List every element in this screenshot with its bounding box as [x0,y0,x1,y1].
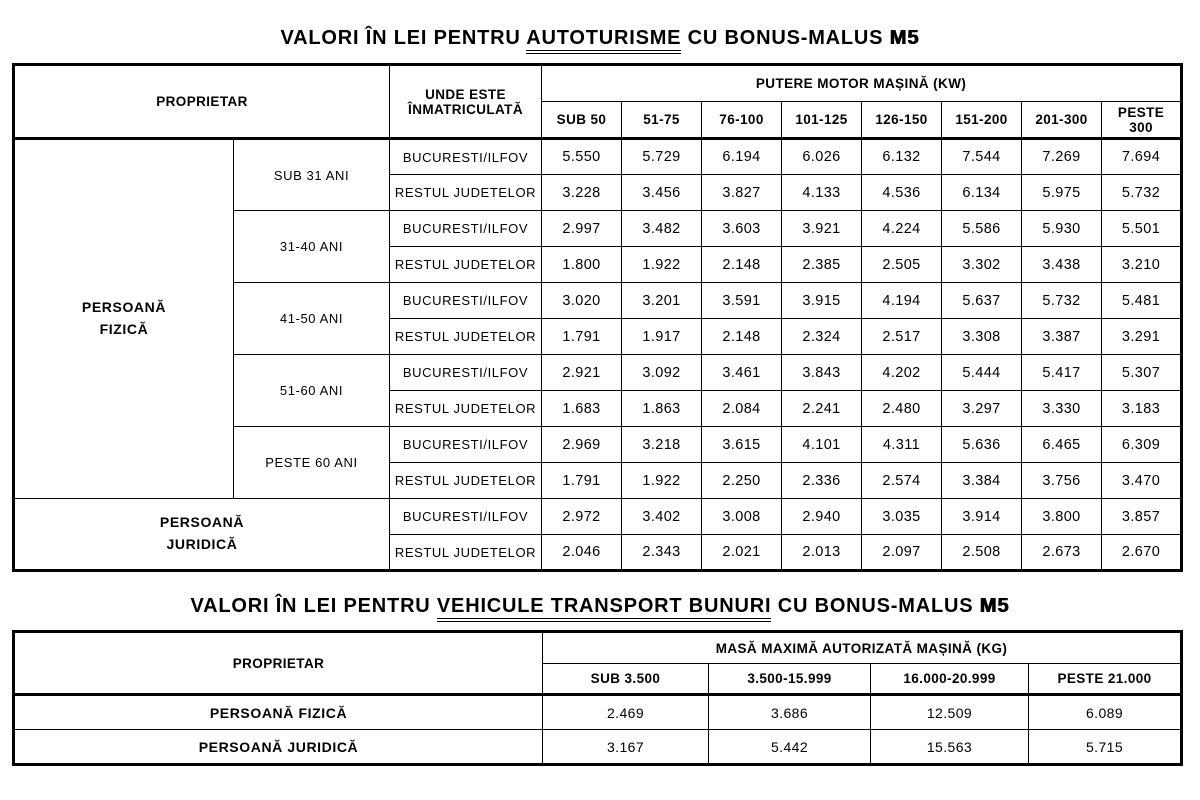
where-label: BUCURESTI/ILFOV [390,499,542,535]
value-cell: 7.269 [1022,139,1102,175]
value-cell: 3.387 [1022,319,1102,355]
kw-column-header: PESTE 300 [1102,102,1182,139]
value-cell: 3.756 [1022,463,1102,499]
value-cell: 3.384 [942,463,1022,499]
value-cell: 5.307 [1102,355,1182,391]
value-cell: 4.101 [782,427,862,463]
value-cell: 5.501 [1102,211,1182,247]
value-cell: 4.133 [782,175,862,211]
value-cell: 6.309 [1102,427,1182,463]
value-cell: 3.330 [1022,391,1102,427]
value-cell: 1.791 [542,463,622,499]
header-unde-line-1: UNDE ESTE [425,86,506,102]
value-cell: 2.574 [862,463,942,499]
title-middle: CU BONUS-MALUS [771,595,980,617]
value-cell: 6.465 [1022,427,1102,463]
owner-persoana-fizica: PERSOANĂ FIZICĂ [14,695,543,730]
value-cell: 2.013 [782,535,862,571]
value-cell: 2.385 [782,247,862,283]
header-unde-este-inmatriculata [390,65,542,139]
title-prefix: VALORI ÎN LEI PENTRU [190,595,437,617]
value-cell: 4.311 [862,427,942,463]
value-cell: 2.480 [862,391,942,427]
value-cell: 2.250 [702,463,782,499]
value-cell: 3.228 [542,175,622,211]
value-cell: 2.997 [542,211,622,247]
kw-column-header: SUB 50 [542,102,622,139]
kg-column-header: SUB 3.500 [543,664,709,695]
where-label: BUCURESTI/ILFOV [390,427,542,463]
kw-column-header: 101-125 [782,102,862,139]
age-group-label: SUB 31 ANI [234,139,390,211]
value-cell: 3.686 [709,695,871,730]
owner-persoana-fizica: PERSOANĂ FIZICĂ [14,139,234,499]
value-cell: 3.020 [542,283,622,319]
owner-persoana-juridica: PERSOANĂ JURIDICĂ [14,499,390,571]
value-cell: 3.210 [1102,247,1182,283]
value-cell: 1.917 [622,319,702,355]
page-title-transport-bunuri [0,572,1200,618]
table-transport-bunuri [12,630,1183,766]
header-putere-motor: PUTERE MOTOR MAȘINĂ (KW) [542,65,1182,102]
value-cell: 2.670 [1102,535,1182,571]
table-row [14,499,1182,535]
value-cell: 1.683 [542,391,622,427]
value-cell: 1.791 [542,319,622,355]
value-cell: 6.026 [782,139,862,175]
value-cell: 5.586 [942,211,1022,247]
value-cell: 3.461 [702,355,782,391]
value-cell: 2.336 [782,463,862,499]
value-cell: 12.509 [871,695,1029,730]
value-cell: 3.218 [622,427,702,463]
value-cell: 3.297 [942,391,1022,427]
value-cell: 2.046 [542,535,622,571]
page-title-autoturisme [0,0,1200,50]
value-cell: 5.417 [1022,355,1102,391]
header-masa-maxima: MASĂ MAXIMĂ AUTORIZATĂ MAȘINĂ (KG) [543,632,1182,664]
value-cell: 2.505 [862,247,942,283]
value-cell: 5.930 [1022,211,1102,247]
value-cell: 2.508 [942,535,1022,571]
value-cell: 5.636 [942,427,1022,463]
value-cell: 1.800 [542,247,622,283]
value-cell: 3.914 [942,499,1022,535]
value-cell: 2.097 [862,535,942,571]
value-cell: 5.444 [942,355,1022,391]
value-cell: 5.442 [709,730,871,765]
value-cell: 3.800 [1022,499,1102,535]
value-cell: 4.202 [862,355,942,391]
kw-column-header: 201-300 [1022,102,1102,139]
value-cell: 3.183 [1102,391,1182,427]
value-cell: 5.975 [1022,175,1102,211]
kg-column-header: PESTE 21.000 [1029,664,1182,695]
where-label: RESTUL JUDETELOR [390,247,542,283]
title-bonus-malus-code: M5 [889,27,920,49]
value-cell: 2.969 [542,427,622,463]
value-cell: 3.302 [942,247,1022,283]
age-group-label: 31-40 ANI [234,211,390,283]
value-cell: 6.134 [942,175,1022,211]
kw-column-header: 51-75 [622,102,702,139]
value-cell: 3.843 [782,355,862,391]
value-cell: 3.438 [1022,247,1102,283]
value-cell: 2.469 [543,695,709,730]
title-prefix: VALORI ÎN LEI PENTRU [280,27,527,49]
value-cell: 1.922 [622,247,702,283]
title-bonus-malus-code: M5 [979,595,1010,617]
value-cell: 3.092 [622,355,702,391]
table-row [14,139,1182,175]
table-row [14,730,1182,765]
where-label: BUCURESTI/ILFOV [390,283,542,319]
owner-persoana-juridica: PERSOANĂ JURIDICĂ [14,730,543,765]
value-cell: 4.194 [862,283,942,319]
value-cell: 2.972 [542,499,622,535]
where-label: RESTUL JUDETELOR [390,463,542,499]
where-label: RESTUL JUDETELOR [390,535,542,571]
value-cell: 5.729 [622,139,702,175]
value-cell: 3.402 [622,499,702,535]
value-cell: 3.827 [702,175,782,211]
value-cell: 15.563 [871,730,1029,765]
header-proprietar: PROPRIETAR [14,65,390,139]
where-label: BUCURESTI/ILFOV [390,139,542,175]
where-label: BUCURESTI/ILFOV [390,355,542,391]
kw-column-header: 76-100 [702,102,782,139]
value-cell: 5.732 [1102,175,1182,211]
value-cell: 5.481 [1102,283,1182,319]
value-cell: 2.940 [782,499,862,535]
value-cell: 2.148 [702,319,782,355]
value-cell: 3.291 [1102,319,1182,355]
kw-column-header: 126-150 [862,102,942,139]
value-cell: 4.536 [862,175,942,211]
value-cell: 3.603 [702,211,782,247]
table-row [14,695,1182,730]
value-cell: 5.732 [1022,283,1102,319]
title-underlined-segment: VEHICULE TRANSPORT BUNURI [437,595,771,622]
value-cell: 2.673 [1022,535,1102,571]
value-cell: 3.201 [622,283,702,319]
header-proprietar: PROPRIETAR [14,632,543,695]
value-cell: 7.694 [1102,139,1182,175]
where-label: RESTUL JUDETELOR [390,391,542,427]
value-cell: 2.148 [702,247,782,283]
value-cell: 3.167 [543,730,709,765]
value-cell: 3.456 [622,175,702,211]
value-cell: 6.194 [702,139,782,175]
where-label: RESTUL JUDETELOR [390,175,542,211]
value-cell: 2.921 [542,355,622,391]
value-cell: 5.550 [542,139,622,175]
value-cell: 3.615 [702,427,782,463]
age-group-label: 41-50 ANI [234,283,390,355]
value-cell: 2.343 [622,535,702,571]
value-cell: 2.517 [862,319,942,355]
value-cell: 2.084 [702,391,782,427]
value-cell: 7.544 [942,139,1022,175]
age-group-label: PESTE 60 ANI [234,427,390,499]
value-cell: 3.915 [782,283,862,319]
kg-column-header: 3.500-15.999 [709,664,871,695]
title-middle: CU BONUS-MALUS [681,27,890,49]
value-cell: 3.008 [702,499,782,535]
value-cell: 3.921 [782,211,862,247]
value-cell: 1.863 [622,391,702,427]
age-group-label: 51-60 ANI [234,355,390,427]
value-cell: 5.715 [1029,730,1182,765]
value-cell: 3.308 [942,319,1022,355]
value-cell: 2.241 [782,391,862,427]
value-cell: 4.224 [862,211,942,247]
value-cell: 6.132 [862,139,942,175]
kw-column-header: 151-200 [942,102,1022,139]
value-cell: 3.482 [622,211,702,247]
title-underlined-segment: AUTOTURISME [526,27,681,54]
value-cell: 3.035 [862,499,942,535]
value-cell: 6.089 [1029,695,1182,730]
value-cell: 3.470 [1102,463,1182,499]
value-cell: 1.922 [622,463,702,499]
value-cell: 2.021 [702,535,782,571]
value-cell: 3.857 [1102,499,1182,535]
where-label: RESTUL JUDETELOR [390,319,542,355]
table-autoturisme [12,63,1183,572]
value-cell: 3.591 [702,283,782,319]
where-label: BUCURESTI/ILFOV [390,211,542,247]
kg-column-header: 16.000-20.999 [871,664,1029,695]
value-cell: 2.324 [782,319,862,355]
value-cell: 5.637 [942,283,1022,319]
header-unde-line-2: ÎNMATRICULATĂ [408,101,523,117]
